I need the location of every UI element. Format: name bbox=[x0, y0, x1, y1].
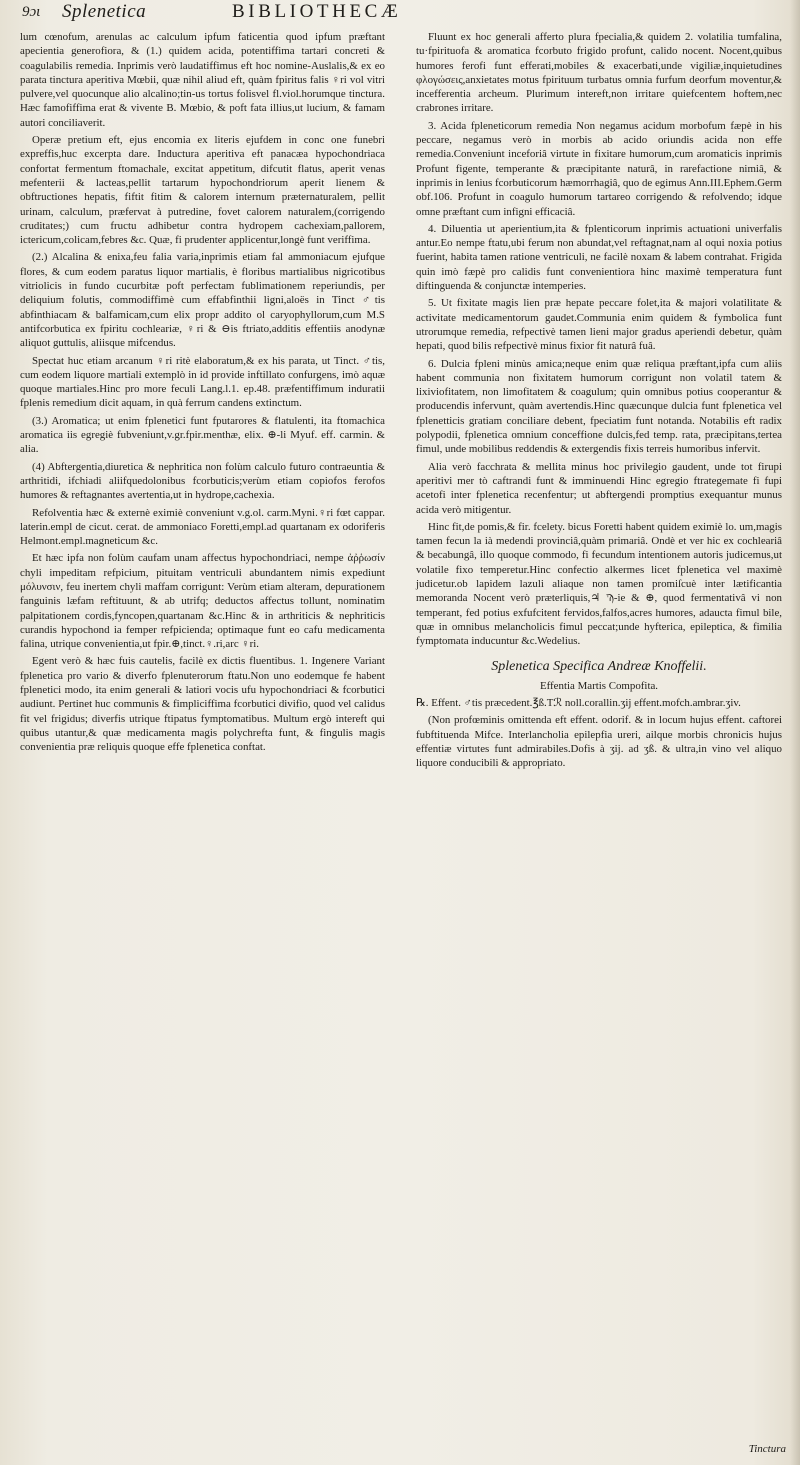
section-heading: Splenetica Specifica Andreæ Knoffelii. bbox=[491, 659, 707, 675]
paragraph: 3. Acida fpleneticorum remedia Non negamus acidum morbofum fæpè in his peccare, negamus verò in morbis ab acido oriundis acida non effe remedia.Conveniunt inceforiâ virtute in fixitare humorum,cum aromaticis inprimis Profunt figente, temperante & præcipitante naturâ, in rarefactione nimiâ, & inprimis in lenius fcorbuticorum hæmorrhagiâ, quo de egimus Ann.III.Ephem.Germ obf.106. Profunt in coagulo humorum tartareo corrigendo & refolvendo; idque omne præftant cum infigni efficaciâ. bbox=[416, 119, 782, 218]
paragraph: Et hæc ipfa non folùm caufam unam affectus hypochondriaci, nempe ἀῤῥωσίν chyli impeditam refpicium, pituitam ventriculi abundantem nimis expediunt μόλυνσιν, feu inertem chyli maffam corrigunt: Verùm etiam alteram, depurationem fanguinis læfam reftituunt, & ab utrifq; deductos affectus tollunt, nominatim palpitationem cordis,fyncopen,quartanam &c.Hinc & in arthriticis & nephriticis curandis hypochond ia femper refpicienda; optimaque funt eo cafu medicamenta falina, utrique convenientia,ut fpir.⊕,tinct.♀.ri,arc ♀ri. bbox=[20, 552, 385, 651]
paragraph: 4. Diluentia ut aperientium,ita & fplenticorum inprimis actuationi univerfalis antur.Eo nempe ftatu,ubi ferum non abundat,vel reftagnat,nam al oqui noxia potius fuerint, habita tamen ratione ventriculi, ne facilè noxam & labem contrahat. Frigida quin imò fæpè pro calidis funt convenientiora hinc maximè temperatura funt diftinguenda & conjunctæ intemperies. bbox=[416, 222, 782, 293]
paragraph: Hinc fit,de pomis,& fir. fcelety. bicus Foretti habent quidem eximiè lo. um,magis tamen fecun la ià medendi provinciâ,quàm primariâ. Ondè et ver hic ex cochleariâ & becabungâ, illo quoque commodo, fi fecundum intentionem autoris judicemus,ut volatile fixo temperetur.Hinc confectio alkermes licet fplenetica vel maximè judicetur.ob lapidem lazuli aliaque non tamen promiſcuè inter lætificantia memoranda Nocent verò præterliquis,♃ Ϡ-ie & ⊕, quod fermentativâ vi non temperant, fed potius exfufcitent fervidos,falfos,acres humores, adaucta fimul bile, quæ in omnibus melancholicis fimul peccat;unde hyfterica, epileptica, & fimilia fymptomata inducuntur &c.Wedelius. bbox=[416, 520, 782, 648]
paragraph: Spectat huc etiam arcanum ♀ri ritè elaboratum,& ex his parata, ut Tinct. ♂tis, cum eodem liquore martiali extemplò in id provide inftillato confurgens, imò aquæ quoque martiales.Hinc pro more feculi Lang.l.1. ep.48. præfentiffimum induratii fplenis remedium dicit aquam, in quà ferrum candens extinctum. bbox=[20, 354, 385, 410]
paragraph: Egent verò & hæc fuis cautelis, facilè ex dictis fluentibus. 1. Ingenere Variant fplenetica pro vario & diverfo fplenuterorum ftatu.Non uno eodemque fe habent fplenetici modo, ita enim generali & latiori vocis ufu hypochondriaci & fcorbutici audiunt. Pertinet huc communis & fimpliciffima fcorbutici divifio, quod vel calidus fit vel frigidus; diverfis utrique ftipatus fymptomatibus. Multum ergò intereft qui quibus utantur,& quæ medicamenta magis polychrefta funt, & fingulis magis convenientia præ reliquis quoque effe fplenetica conftat. bbox=[20, 655, 385, 754]
right-column bbox=[416, 30, 782, 774]
page-edge-shadow bbox=[790, 0, 800, 1465]
running-head: Splenetica bbox=[62, 1, 147, 22]
page-number: 9ɔɩ bbox=[22, 4, 41, 20]
paragraph: lum cœnofum, arenulas ac calculum ipfum faticentia quod ipfum præftant apecientia generofiora, & (1.) quidem acida, potentiffima tartari concreti & coagulabilis remedia. Inprimis verò laudatiffimus eft hoc nomine-Auslalis,& ex eo parata tinctura aperitiva Mœbii, quæ nihil aliud eft, quàm fpiritus falis ♀ri vol vitri pulvere,vel quocunque alio alcalino;tin-us tortus folisvel fl.viol.horumque tinctura. Hæc famofiffima erat & vivente B. Mœbio, & poft fata illius,ut lucium, & famam autori conciliaverit. bbox=[20, 31, 385, 129]
paragraph: Operæ pretium eft, ejus encomia ex literis ejufdem in conc one funebri expreffis,huc excerpta dare. Inductura aperitiva eft panacæa hypochondriaca confortat fermentum ftomachale, excitat appetitum, difcutit flatus, aperit venas mefenterii & lacteas,pellit tartarum hypochondriorum aperit lienem & obftructiones hepatis, fiftit fitim & calorem internum præternaturalem, pellit urinam, calculum, præfervat à putredine, fovet calorem naturalem,(corrigendo cruditates;) cum fructu adhibetur contra hydropem cachexiam,pallorem, ictericum,colicam,febres &c. Quæ, fi prudenter applicentur,longè funt veriffima. bbox=[20, 134, 385, 247]
paragraph: 5. Ut fixitate magis lien præ hepate peccare folet,ita & majori volatilitate & activitate medicamentorum gaudet.Communia enim quidem & fymbolica funt utrorumque remedia, refpectivè tamen lieni major gradus aperiendi debetur, quàm hepati, quod bilis refpectivè minus fixior fit naturâ fuâ. bbox=[416, 297, 782, 353]
paragraph: (2.) Alcalina & enixa,feu falia varia,inprimis etiam fal ammoniacum ejufque flores, & cum eodem paratus liquor martialis, è floribus martialibus nigricotibus vitriolicis in fundo cucurbitæ poft perfectam fublimationem reperiundis, per deliquium folutis, commodiffimè cum effabfinthii ligni,aloës in Tinct ♂tis abfinthiacam & balfamicam,cum elix propr addito ol caryophyllorum,cum M.S antifcorbutica ex fpiritu cochleariæ, ♀ri & ⊖is ftriato,additis effentiis anodynæ aliquot guttulis, aliisque mifcendus. bbox=[20, 251, 385, 350]
paragraph: (4) Abftergentia,diuretica & nephritica non folùm calculo futuro contraeuntia & arthritidi, ifchiadi aliifquedolonibus fcorbuticis;verùm etiam copiofos ferofos humores & reftagnantes avertentia,ut in hydrope,cachexia. bbox=[20, 460, 385, 502]
recipe: ℞. Effent. ♂tis præcedent.℥ß.Tℛ noll.corallin.ʒij effent.mofch.ambrar.ʒiv. bbox=[416, 697, 741, 710]
paragraph: (Non profœminis omittenda eft effent. odorif. & in locum hujus effent. caftorei fubftituenda Mifce. Interlancholia epilepfia ureri, ailque morbis chronicis hujus effentiæ virtutes funt admirabiles.Dofis à ʒij. ad ʒß. & ultra,in vino vel aliquo liquore conducibili & appropriato. bbox=[416, 714, 782, 770]
running-title: BIBLIOTHECÆ bbox=[232, 1, 402, 22]
catchword: Tinctura bbox=[748, 1443, 786, 1455]
paragraph: Refolventia hæc & externè eximiè conveniunt v.g.ol. carm.Myni.♀ri fœt cappar. laterin.empl de cicut. cerat. de ammoniaco Foretti,empl.ad quartanam ex odoriferis Helmont.empl.magneticum &c. bbox=[20, 506, 385, 548]
recipe-title: Effentia Martis Compofita. bbox=[539, 679, 659, 692]
paragraph: 6. Dulcia fpleni minùs amica;neque enim quæ reliqua præftant,ipfa cum aliis habent communia non fixitatem humorum corrigunt non volatil tatem & lixiviofitatem, non limofitatem & coagulum; quin omnibus potius cooperantur & producendis infervunt, quàm avertendis.Hinc quæcunque dulcia funt fplenetica vel fplenetticis gratiam conciliare debent, fpeciatim funt notanda. Notabilis eft radix polypodii, fplenetica omnium conceffione dulcis,fed temp. rata, præcipitans,tertea fimul, unde mobilibus reddendis & extergendis fixis terreis humoribus infervit. bbox=[416, 357, 782, 456]
left-column bbox=[20, 30, 385, 758]
paragraph: Alia verò facchrata & mellita minus hoc privilegio gaudent, unde tot firupi aperitivi mer tò caftrandi funt & imminuendi Hinc egregio ftrategemate fi fupi acetofi inter fplenetica recenfentur; ut abftergendi promptius exequantur munus acida verò mitigentur. bbox=[416, 460, 782, 516]
paragraph: Fluunt ex hoc generali afferto plura fpecialia,& quidem 2. volatilia tumfalina, tu·fpirituofa & aromatica fcorbuto frigido profunt, calido nocent. Nocent,quibus humores ferofi funt efferati,mobiles & exacerbati,unde vigiliæ,inquietudines φλογώσεις,anxietates motus fpirituum turbatus omnia furfum deorfum moventur,& incefferentia archeum. Plurimum intereft,non irritare quiefcentem hoftem,nec crabrones irritare. bbox=[416, 31, 782, 115]
page-header bbox=[0, 0, 800, 26]
paragraph: (3.) Aromatica; ut enim fplenetici funt fputarores & flatulenti, ita ftomachica aromatica iis egregiè fubveniunt,v.gr.fpir.menthæ, elix. ⊕-li Myuf. eff. carmin. & alia. bbox=[20, 414, 385, 456]
